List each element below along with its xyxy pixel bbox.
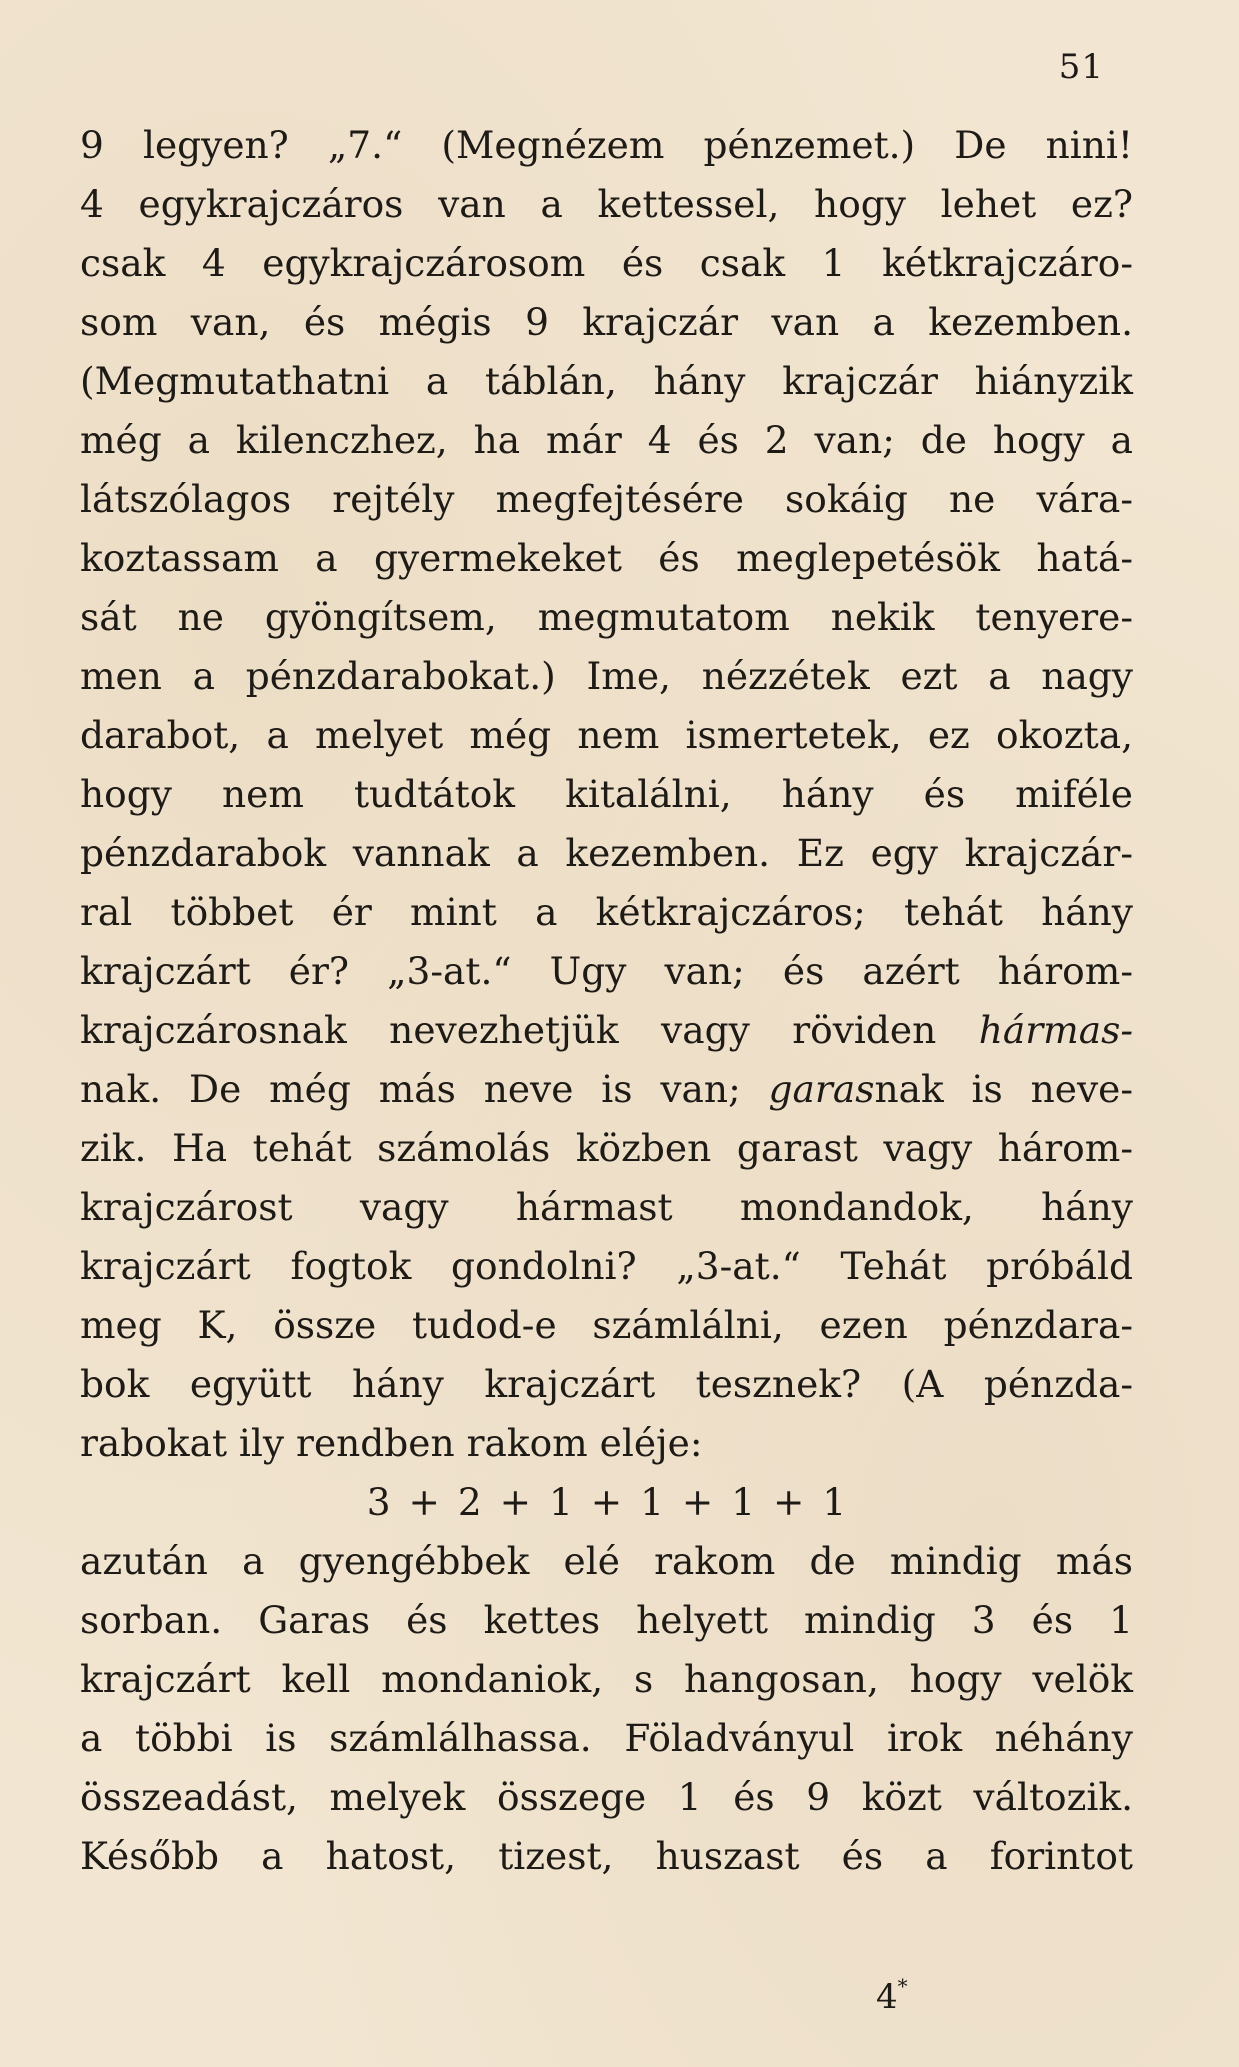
text-line: összeadást, melyek összege 1 és 9 közt változik. [80, 1775, 1133, 1819]
text-line: koztassam a gyermekeket és meglepetésök hatá- [80, 536, 1133, 580]
text-line: látszólagos rejtély megfejtésére sokáig ne vára- [80, 477, 1133, 521]
text-line: bok együtt hány krajczárt tesznek? (A pénzda- [80, 1362, 1133, 1406]
text-line: ral többet ér mint a kétkrajczáros; tehát hány [80, 890, 1133, 934]
body-text [80, 116, 1133, 1886]
text-line: krajczárost vagy hármast mondandok, hány [80, 1185, 1133, 1229]
equation: 3 + 2 + 1 + 1 + 1 + 1 [366, 1480, 847, 1524]
text-line: krajczárt fogtok gondolni? „3-at.“ Tehát próbáld [80, 1244, 1133, 1288]
text-line: azután a gyengébbek elé rakom de mindig más [80, 1539, 1133, 1583]
text-line: csak 4 egykrajczárosom és csak 1 kétkrajczáro- [80, 241, 1133, 285]
text-line: Később a hatost, tizest, huszast és a forintot [80, 1834, 1133, 1878]
text-segment: nak is neve- [874, 1067, 1133, 1111]
text-line-with-italic [80, 1001, 1133, 1060]
signature-mark [876, 1974, 908, 2017]
text-line: 4 egykrajczáros van a kettessel, hogy lehet ez? [80, 182, 1133, 226]
text-segment: krajczárosnak nevezhetjük vagy röviden [80, 1008, 979, 1052]
signature-number: 4 [876, 1977, 898, 2017]
text-line: krajczárt ér? „3-at.“ Ugy van; és azért három- [80, 949, 1133, 993]
text-line: rabokat ily rendben rakom eléje: [80, 1421, 703, 1465]
text-line: (Megmutathatni a táblán, hány krajczár hiányzik [80, 359, 1133, 403]
page-number: 51 [1058, 47, 1104, 87]
text-line: krajczárt kell mondaniok, s hangosan, hogy velök [80, 1657, 1133, 1701]
text-line: zik. Ha tehát számolás közben garast vagy három- [80, 1126, 1133, 1170]
italic-term: hármas- [978, 1008, 1133, 1052]
text-line: a többi is számlálhassa. Föladványul irok néhány [80, 1716, 1133, 1760]
text-line: pénzdarabok vannak a kezemben. Ez egy krajczár- [80, 831, 1133, 875]
text-line: hogy nem tudtátok kitalálni, hány és miféle [80, 772, 1133, 816]
text-line: sát ne gyöngítsem, megmutatom nekik tenyere- [80, 595, 1133, 639]
text-line: sorban. Garas és kettes helyett mindig 3 és 1 [80, 1598, 1133, 1642]
text-line: men a pénzdarabokat.) Ime, nézzétek ezt a nagy [80, 654, 1133, 698]
signature-star: * [897, 1974, 908, 1998]
text-line: 9 legyen? „7.“ (Megnézem pénzemet.) De nini! [80, 123, 1133, 167]
text-line: még a kilenczhez, ha már 4 és 2 van; de hogy a [80, 418, 1133, 462]
text-segment: nak. De még más neve is van; [80, 1067, 769, 1111]
text-line: som van, és mégis 9 krajczár van a kezemben. [80, 300, 1133, 344]
text-line: meg K, össze tudod-e számlálni, ezen pénzdara- [80, 1303, 1133, 1347]
text-line-with-italic [80, 1060, 1133, 1119]
text-line: darabot, a melyet még nem ismertetek, ez okozta, [80, 713, 1133, 757]
italic-term: garas [768, 1067, 875, 1111]
